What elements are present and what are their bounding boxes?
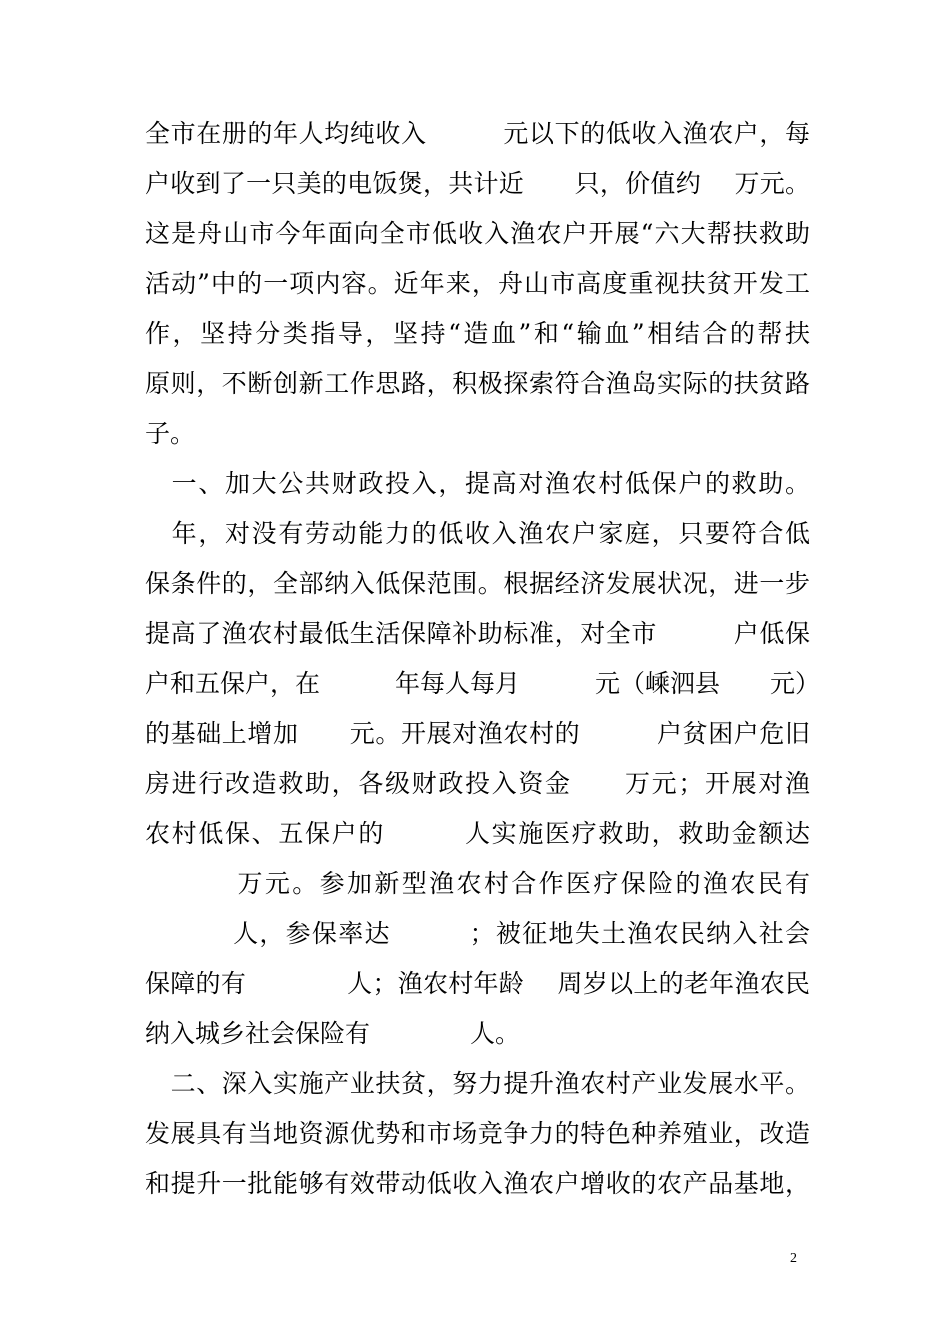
section-heading-1: 一、加大公共财政投入，提高对渔农村低保户的救助。 bbox=[145, 469, 810, 498]
body-text-line: 纳入城乡社会保险有 人。 bbox=[145, 1019, 521, 1048]
body-text-line: 年，对没有劳动能力的低收入渔农户家庭，只要符合低 bbox=[145, 519, 810, 548]
section-heading-2: 二、深入实施产业扶贫，努力提升渔农村产业发展水平。 bbox=[145, 1069, 810, 1098]
body-text-line: 农村低保、五保户的 人实施医疗救助，救助金额达 bbox=[145, 819, 810, 848]
body-text-line: 原则，不断创新工作思路，积极探索符合渔岛实际的扶贫路 bbox=[145, 369, 810, 398]
body-text-line: 发展具有当地资源优势和市场竞争力的特色种养殖业，改造 bbox=[145, 1119, 810, 1148]
body-text-line: 提高了渔农村最低生活保障补助标准，对全市 户低保 bbox=[145, 619, 810, 648]
body-text-line: 的基础上增加 元。开展对渔农村的 户贫困户危旧 bbox=[145, 719, 810, 748]
body-text-line: 万元。参加新型渔农村合作医疗保险的渔农民有 bbox=[145, 869, 810, 898]
body-text-line: 房进行改造救助，各级财政投入资金 万元；开展对渔 bbox=[145, 769, 810, 798]
body-text-line: 这是舟山市今年面向全市低收入渔农户开展“六大帮扶救助 bbox=[145, 219, 810, 248]
body-text-line: 全市在册的年人均纯收入 元以下的低收入渔农户，每 bbox=[145, 119, 810, 148]
body-text-line: 人，参保率达 ；被征地失土渔农民纳入社会 bbox=[145, 919, 810, 948]
body-text-line: 保条件的，全部纳入低保范围。根据经济发展状况，进一步 bbox=[145, 569, 810, 598]
body-text-line: 作，坚持分类指导，坚持“造血”和“输血”相结合的帮扶 bbox=[145, 319, 810, 348]
body-text-line: 和提升一批能够有效带动低收入渔农户增收的农产品基地， bbox=[145, 1169, 810, 1198]
page-number: 2 bbox=[790, 1251, 797, 1266]
body-text-line: 保障的有 人；渔农村年龄 周岁以上的老年渔农民 bbox=[145, 969, 810, 998]
body-text-line: 活动”中的一项内容。近年来，舟山市高度重视扶贫开发工 bbox=[145, 269, 810, 298]
body-text-line: 户和五保户，在 年每人每月 元（嵊泗县 元） bbox=[145, 669, 821, 698]
body-text-line: 子。 bbox=[145, 419, 196, 448]
body-text-line: 户收到了一只美的电饭煲，共计近 只，价值约 万元。 bbox=[145, 169, 810, 198]
